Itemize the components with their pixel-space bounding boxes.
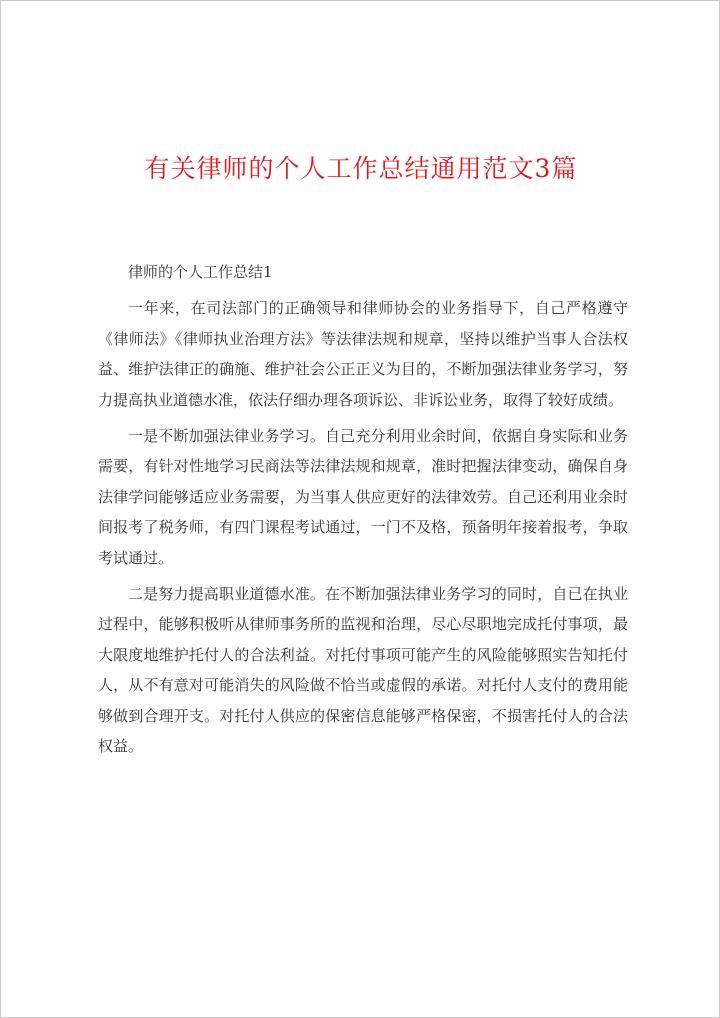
section-heading: 律师的个人工作总结1	[128, 263, 273, 281]
document-title: 有关律师的个人工作总结通用范文3篇	[144, 154, 578, 183]
document-body	[98, 257, 628, 768]
paragraph-2: 一是不断加强法律业务学习。自己充分利用业余时间，依据自身实际和业务需要，有针对性地学习民商法等法律法规和规章，准时把握法律变动，确保自身法律学问能够适应业务需要，为当事人供应更好的法律效劳。自己还利用业余时间报考了税务师，有四门课程考试通过，一门不及格，预备明年接着报考，争取考试通过。	[98, 427, 628, 567]
paragraph-1: 一年来，在司法部门的正确领导和律师协会的业务指导下，自己严格遵守《律师法》《律师执业治理方法》等法律法规和规章，坚持以维护当事人合法权益、维护法律正的确施、维护社会公正正义为目的，不断加强法律业务学习，努力提高执业道德水准，依法仔细办理各项诉讼、非诉讼业务，取得了较好成绩。	[98, 299, 628, 409]
paragraph-3: 二是努力提高职业道德水准。在不断加强法律业务学习的同时，自已在执业过程中，能够积极听从律师事务所的监视和治理，尽心尽职地完成托付事项，最大限度地维护托付人的合法利益。对托付事项可能产生的风险能够照实告知托付人，从不有意对可能消失的风险做不恰当或虚假的承诺。对托付人支付的费用能够做到合理开支。对托付人供应的保密信息能够严格保密，不损害托付人的合法权益。	[98, 585, 628, 756]
